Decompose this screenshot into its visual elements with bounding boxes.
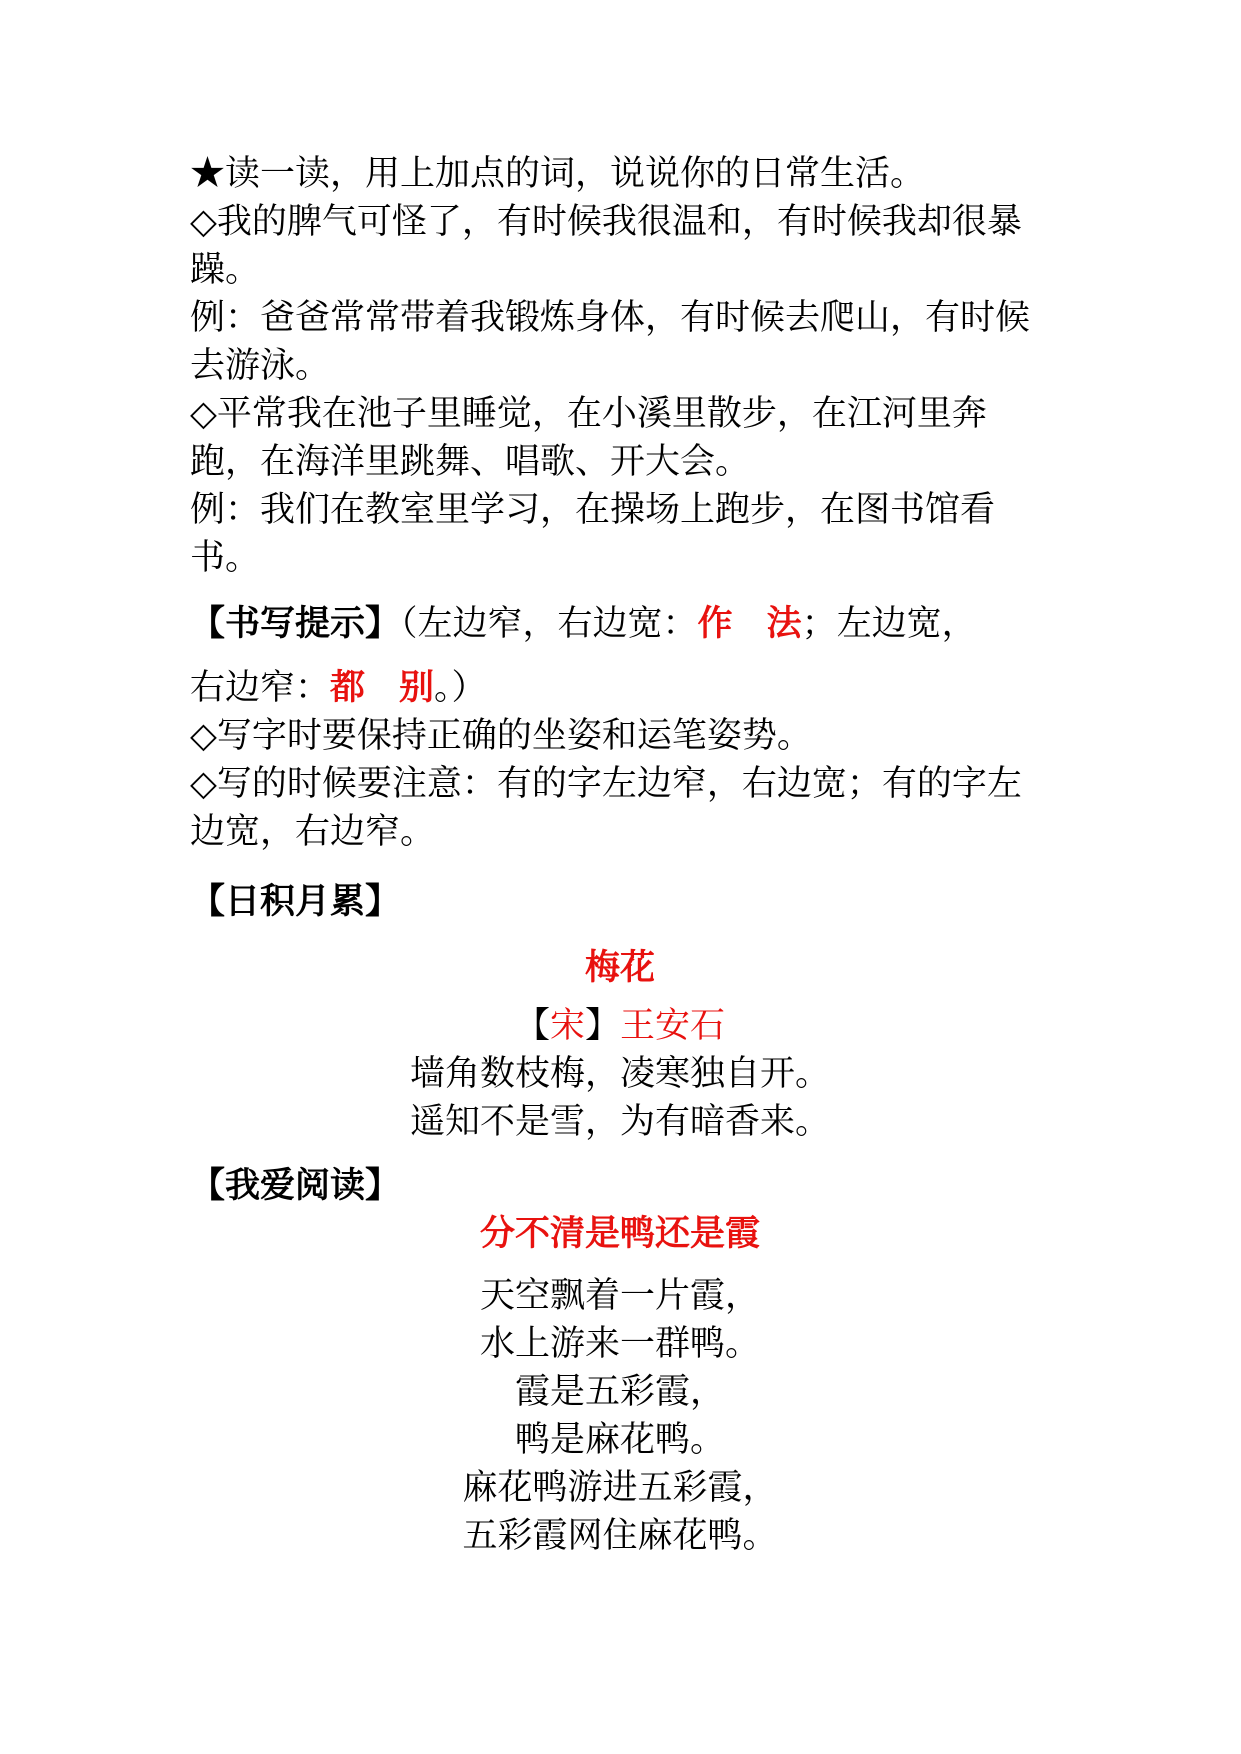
reading-poem-title: 分不清是鸭还是霞: [479, 1213, 760, 1254]
intro-example-1: 例：爸爸常常带着我锻炼身体，有时候去爬山，有时候去游泳。: [190, 298, 1031, 386]
example-char-bie: 别: [399, 667, 435, 708]
writing-tips-text-4: 。）: [434, 668, 487, 708]
intro-instruction: ★读一读，用上加点的词，说说你的日常生活。: [190, 154, 926, 194]
page-content: [190, 150, 1050, 1560]
reading-poem-line: 鸭是麻花鸭。: [514, 1420, 725, 1460]
bracket-open: 【: [514, 1006, 550, 1046]
reading-poem-line: 水上游来一群鸭。: [479, 1324, 760, 1364]
writing-tips-text-3: 右边窄：: [190, 668, 331, 708]
intro-item-2: ◇平常我在池子里睡觉，在小溪里散步，在江河里奔跑，在海洋里跳舞、唱歌、开大会。: [190, 394, 987, 482]
poem-author: 王安石: [620, 1006, 726, 1046]
reading-heading: 【我爱阅读】: [190, 1165, 401, 1206]
bracket-close: 】: [585, 1006, 621, 1046]
example-char-fa: 法: [766, 603, 802, 644]
writing-tips-text-1: （左边窄，右边宽：: [400, 604, 698, 644]
writing-tips-text-2: ；左边宽，: [801, 604, 977, 644]
poem-attribution: [190, 1002, 1050, 1050]
reading-poem-line: 天空飘着一片霞，: [479, 1276, 760, 1316]
writing-tips-item-2: ◇写的时候要注意：有的字左边窄，右边宽；有的字左边宽，右边窄。: [190, 764, 1022, 852]
writing-tips-item-1: ◇写字时要保持正确的坐姿和运笔姿势。: [190, 716, 812, 756]
poem-line: 墙角数枝梅，凌寒独自开。: [409, 1054, 830, 1094]
writing-tips-line-2: [190, 664, 1050, 712]
example-char-zuo: 作: [697, 603, 733, 644]
daily-accumulation-heading: 【日积月累】: [190, 881, 401, 922]
poem-title: 梅花: [584, 947, 655, 988]
reading-poem-line: 麻花鸭游进五彩霞，: [462, 1468, 778, 1508]
reading-poem-line: 霞是五彩霞，: [514, 1372, 725, 1412]
poem-duck-or-cloud: [190, 1210, 1050, 1560]
example-char-dou: 都: [330, 667, 366, 708]
intro-example-2: 例：我们在教室里学习，在操场上跑步，在图书馆看书。: [190, 490, 996, 578]
poem-plum-blossom: [190, 944, 1050, 1146]
poem-dynasty: 宋: [549, 1006, 585, 1046]
writing-tips-heading: 【书写提示】: [190, 603, 401, 644]
reading-poem-line: 五彩霞网住麻花鸭。: [462, 1516, 778, 1556]
poem-line: 遥知不是雪，为有暗香来。: [409, 1102, 830, 1142]
intro-item-1: ◇我的脾气可怪了，有时候我很温和，有时候我却很暴躁。: [190, 202, 1022, 290]
writing-tips-line-1: [190, 600, 1050, 648]
